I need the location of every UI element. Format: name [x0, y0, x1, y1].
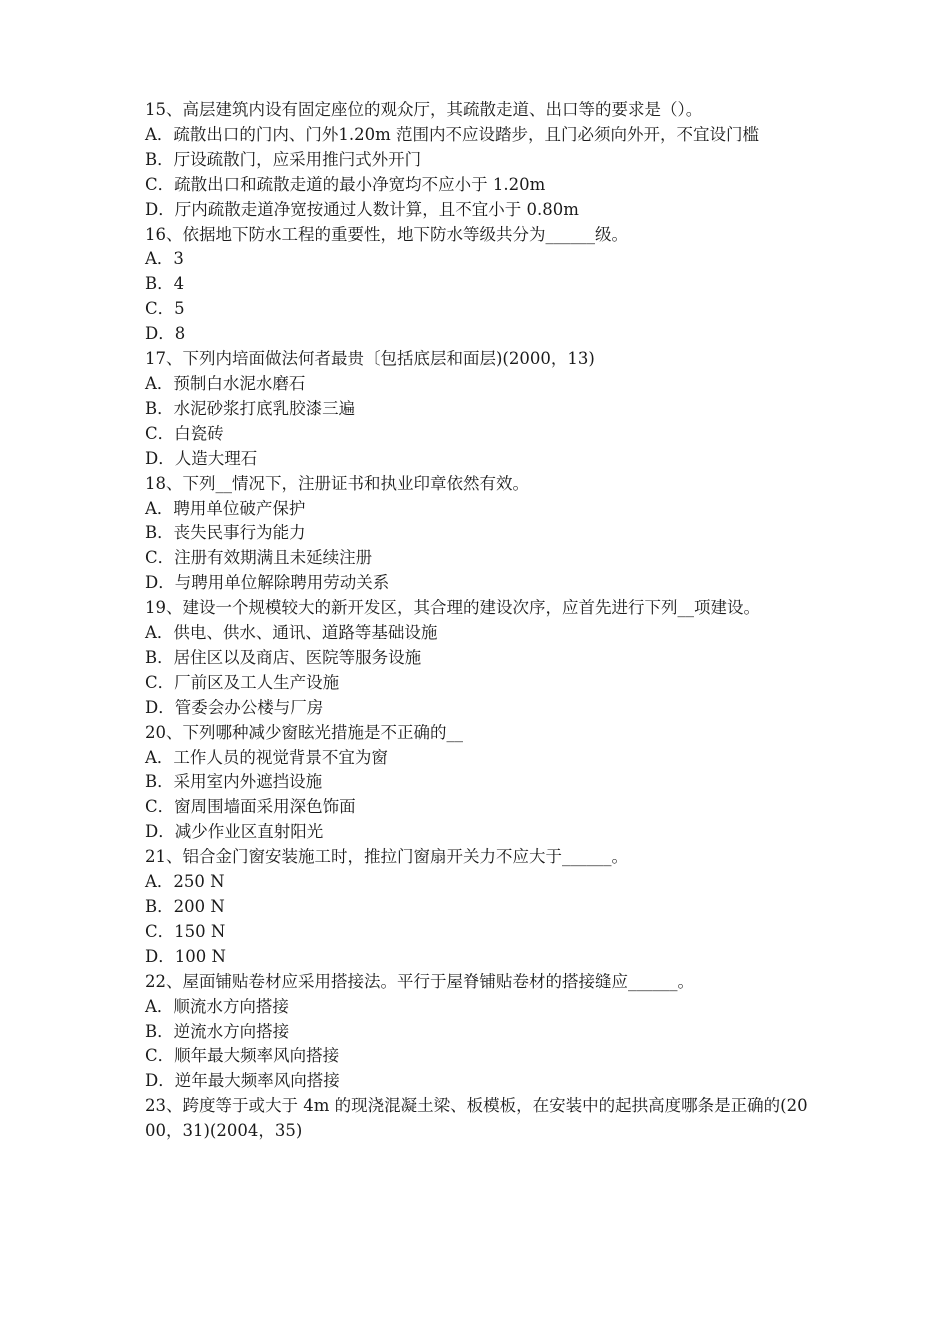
question-stem: 21、铝合金门窗安装施工时，推拉门窗扇开关力不应大于______。	[145, 847, 628, 867]
answer-option: D．逆年最大频率风向搭接	[145, 1071, 340, 1091]
answer-option: B．采用室内外遮挡设施	[145, 772, 323, 792]
answer-option: D．8	[145, 324, 186, 344]
answer-option: D．100 N	[145, 946, 226, 966]
question-stem: 22、屋面铺贴卷材应采用搭接法。平行于屋脊铺贴卷材的搭接缝应______。	[145, 971, 694, 991]
answer-option: B．200 N	[145, 897, 225, 916]
answer-option: D．减少作业区直射阳光	[145, 822, 324, 842]
answer-option: A．250 N	[145, 872, 225, 892]
answer-option: B．丧失民事行为能力	[145, 523, 306, 543]
answer-option: C．5	[145, 299, 185, 319]
answer-option: B．水泥砂浆打底乳胶漆三遍	[145, 398, 356, 418]
answer-option: D．厅内疏散走道净宽按通过人数计算，且不宜小于 0.80m	[145, 199, 579, 219]
answer-option: C．白瓷砖	[145, 423, 224, 443]
answer-option: C．窗周围墙面采用深色饰面	[145, 797, 356, 817]
answer-option: A．3	[145, 249, 184, 269]
answer-option: A．预制白水泥水磨石	[145, 373, 306, 393]
question-stem: 20、下列哪种减少窗眩光措施是不正确的__	[145, 722, 463, 742]
answer-option: C．疏散出口和疏散走道的最小净宽均不应小于 1.20m	[145, 174, 546, 194]
answer-option: A．工作人员的视觉背景不宜为窗	[145, 747, 388, 767]
answer-option: A．聘用单位破产保护	[145, 498, 306, 518]
question-stem: 16、依据地下防水工程的重要性，地下防水等级共分为______级。	[145, 224, 628, 244]
question-stem: 15、高层建筑内设有固定座位的观众厅，其疏散走道、出口等的要求是（）。	[145, 100, 703, 119]
answer-option: C．顺年最大频率风向搭接	[145, 1046, 340, 1066]
answer-option: B．居住区以及商店、医院等服务设施	[145, 647, 422, 667]
answer-option: D．与聘用单位解除聘用劳动关系	[145, 573, 390, 593]
question-stem: 17、下列内培面做法何者最贵〔包括底层和面层)(2000，13)	[145, 349, 595, 369]
answer-option: C．注册有效期满且未延续注册	[145, 548, 373, 568]
answer-option: A．顺流水方向搭接	[145, 996, 289, 1016]
answer-option: C．150 N	[145, 921, 226, 941]
answer-option: B．逆流水方向搭接	[145, 1021, 290, 1041]
question-stem: 19、建设一个规模较大的新开发区，其合理的建设次序，应首先进行下列__项建设。	[145, 598, 760, 618]
question-stem: 23、跨度等于或大于 4m 的现浇混凝土梁、板模板，在安装中的起拱高度哪条是正确的(2000，31)(2004，35)	[145, 1096, 808, 1141]
answer-option: C．厂前区及工人生产设施	[145, 672, 340, 692]
document-page	[145, 98, 813, 1144]
answer-option: D．管委会办公楼与厂房	[145, 697, 324, 717]
answer-option: B．4	[145, 274, 185, 294]
answer-option: A．供电、供水、通讯、道路等基础设施	[145, 623, 438, 643]
question-stem: 18、下列__情况下，注册证书和执业印章依然有效。	[145, 473, 529, 493]
answer-option: B．厅设疏散门，应采用推闩式外开门	[145, 149, 422, 169]
answer-option: A．疏散出口的门内、门外1.20m 范围内不应设踏步，且门必须向外开，不宜设门槛	[145, 124, 760, 144]
answer-option: D．人造大理石	[145, 448, 258, 468]
